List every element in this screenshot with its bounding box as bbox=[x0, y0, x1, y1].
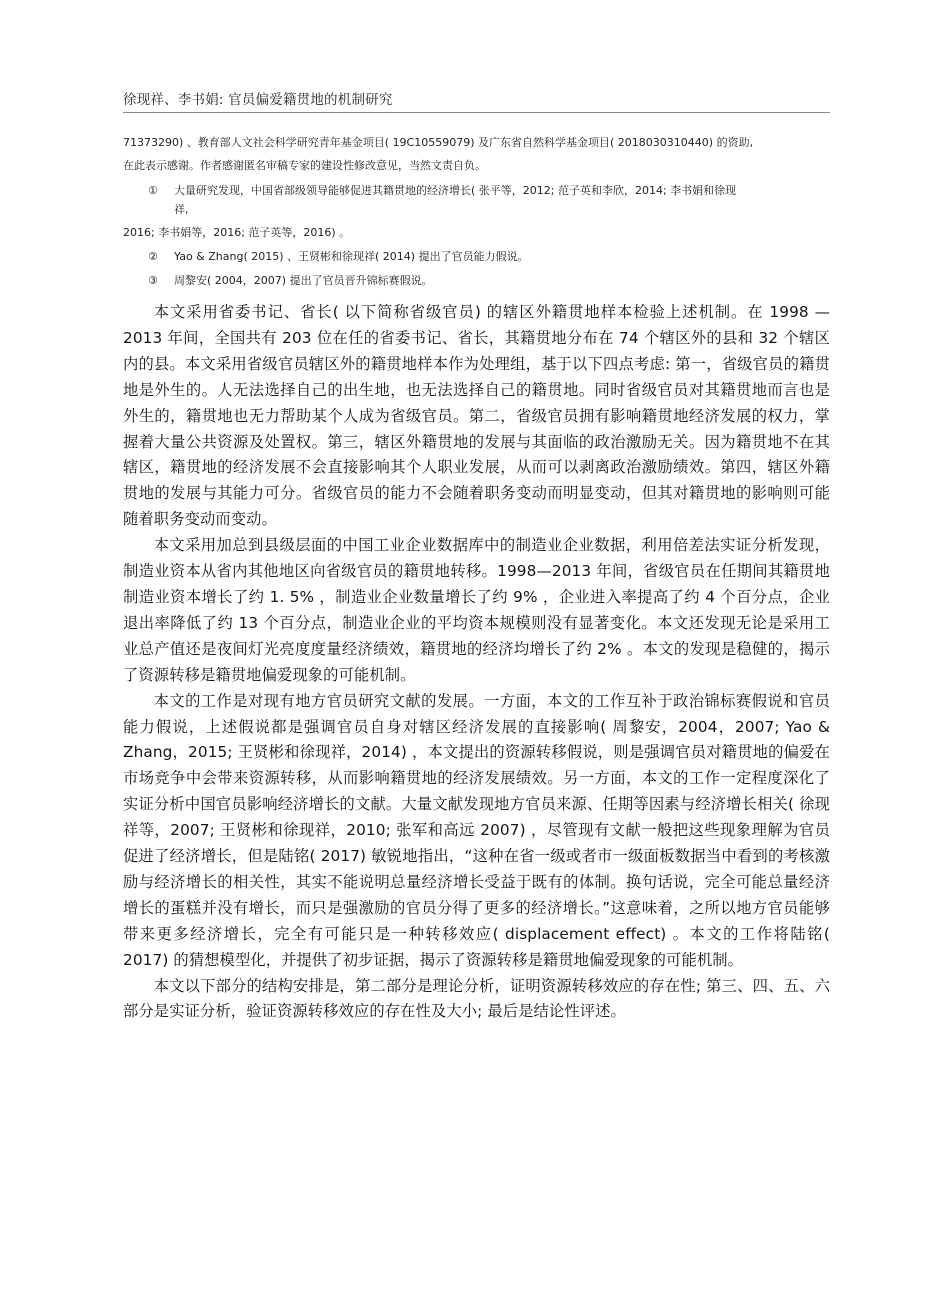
body-paragraph: 本文采用加总到县级层面的中国工业企业数据库中的制造业企业数据，利用倍差法实证分析发现，制造业资本从省内其他地区向省级官员的籍贯地转移。1998—2013 年间，省级官员在任期间其籍贯地制造业资本增长了约 1. 5% ，制造业企业数量增长了约 9% ，企业进入率提高了约 4 个百分点，企业退出率降低了约 13 个百分点，制造业企业的平均资本规模则没有显著变化。本文还发现无论是采用工业总产值还是夜间灯光亮度度量经济绩效，籍贯地的经济均增长了约 2% 。本文的发现是稳健的，揭示了资源转移是籍贯地偏爱现象的可能机制。 bbox=[123, 536, 830, 684]
footnote-1-marker: ① bbox=[148, 184, 158, 197]
body-paragraph: 本文的工作是对现有地方官员研究文献的发展。一方面，本文的工作互补于政治锦标赛假说和官员能力假说，上述假说都是强调官员自身对辖区经济发展的直接影响( 周黎安，2004，2007; Yao & Zhang，2015; 王贤彬和徐现祥，2014) ，本文提出的资源转移假说，则是强调官员对籍贯地的偏爱在市场竞争中会带来资源转移，从而影响籍贯地的经济发展绩效。另一方面，本文的工作一定程度深化了实证分析中国官员影响经济增长的文献。大量文献发现地方官员来源、任期等因素与经济增长相关( 徐现祥等，2007; 王贤彬和徐现祥，2010; 张军和高远 2007) ，尽管现有文献一般把这些现象理解为官员促进了经济增长，但是陆铭( 2017) 敏锐地指出，“这种在省一级或者市一级面板数据当中看到的考核激励与经济增长的相关性，其实不能说明总量经济增长受益于既有的体制。换句话说，完全可能总量经济增长的蛋糕并没有增长，而只是强激励的官员分得了更多的经济增长。”这意味着，之所以地方官员能够带来更多经济增长，完全有可能只是一种转移效应( displacement effect) 。本文的工作将陆铭( 2017) 的猜想模型化，并提供了初步证据，揭示了资源转移是籍贯地偏爱现象的可能机制。 bbox=[123, 691, 830, 969]
footnote-3-marker: ③ bbox=[148, 274, 158, 287]
footnote-2 bbox=[148, 249, 529, 265]
footnote-3 bbox=[148, 273, 433, 289]
footnote-2-marker: ② bbox=[148, 250, 158, 263]
footnote-funding-line-2: 在此表示感谢。作者感谢匿名审稿专家的建设性修改意见，当然文责自负。 bbox=[123, 159, 486, 172]
body-text bbox=[123, 300, 830, 1025]
footnote-1-wrap: 祥, bbox=[174, 203, 189, 216]
running-header: 徐现祥、李书娟: 官员偏爱籍贯地的机制研究 bbox=[123, 92, 393, 108]
footnote-funding-line-1: 71373290) 、教育部人文社会科学研究青年基金项目( 19C10559079) 及广东省自然科学基金项目( 2018030310440) 的资助, bbox=[123, 136, 754, 149]
body-paragraph: 本文以下部分的结构安排是，第二部分是理论分析，证明资源转移效应的存在性; 第三、四、五、六部分是实证分析，验证资源转移效应的存在性及大小; 最后是结论性评述。 bbox=[123, 976, 830, 1021]
footnote-2-text: Yao & Zhang( 2015) 、王贤彬和徐现祥( 2014) 提出了官员能力假说。 bbox=[174, 250, 529, 263]
footnote-1 bbox=[148, 183, 736, 199]
header-divider bbox=[123, 112, 830, 113]
footnote-3-text: 周黎安( 2004，2007) 提出了官员晋升锦标赛假说。 bbox=[174, 274, 433, 287]
footnote-1-text: 大量研究发现，中国省部级领导能够促进其籍贯地的经济增长( 张平等，2012; 范子英和李欣，2014; 李书娟和徐现 bbox=[174, 184, 737, 197]
footnote-1-continuation: 2016; 李书娟等，2016; 范子英等，2016) 。 bbox=[123, 226, 351, 239]
body-paragraph: 本文采用省委书记、省长( 以下简称省级官员) 的辖区外籍贯地样本检验上述机制。在 1998 — 2013 年间，全国共有 203 位在任的省委书记、省长，其籍贯地分布在 74 个辖区外的县和 32 个辖区内的县。本文采用省级官员辖区外的籍贯地样本作为处理组，基于以下四点考虑: 第一，省级官员的籍贯地是外生的。人无法选择自己的出生地，也无法选择自己的籍贯地。同时省级官员对其籍贯地而言也是外生的，籍贯地也无力帮助某个人成为省级官员。第二，省级官员拥有影响籍贯地经济发展的权力，掌握着大量公共资源及处置权。第三，辖区外籍贯地的发展与其面临的政治激励无关。因为籍贯地不在其辖区，籍贯地的经济发展不会直接影响其个人职业发展，从而可以剥离政治激励绩效。第四，辖区外籍贯地的发展与其能力可分。省级官员的能力不会随着职务变动而明显变动，但其对籍贯地的影响则可能随着职务变动而变动。 bbox=[123, 303, 830, 529]
